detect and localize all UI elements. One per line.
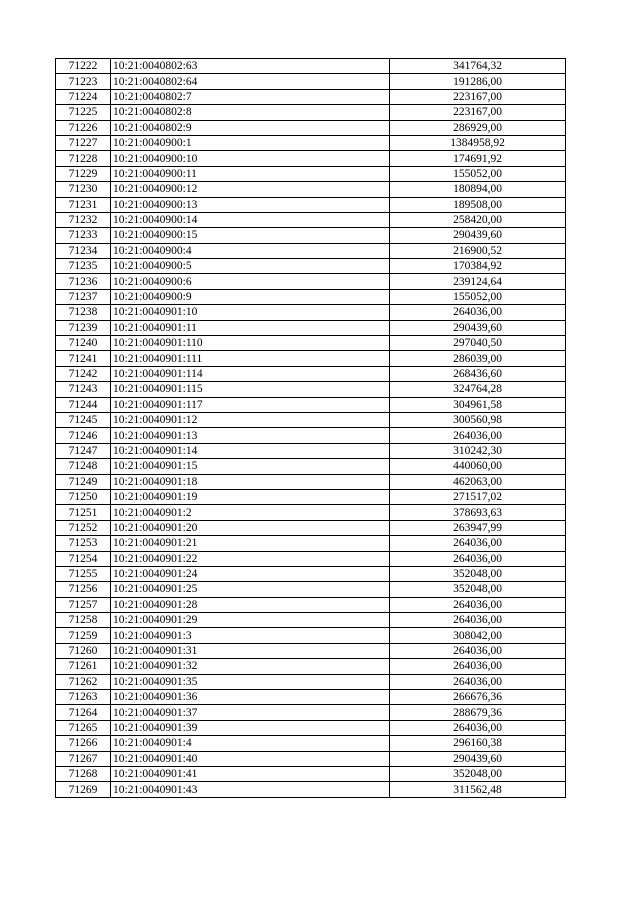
table-row — [56, 135, 566, 150]
table-row — [56, 336, 566, 351]
cadastral-value-cell: 223167,00 — [390, 89, 566, 104]
cadastral-value-cell: 268436,60 — [390, 366, 566, 381]
row-number-cell: 71225 — [56, 105, 111, 120]
cadastral-value-cell: 352048,00 — [390, 582, 566, 597]
cadastral-number-cell: 10:21:0040901:4 — [111, 736, 390, 751]
cadastral-value-cell: 308042,00 — [390, 628, 566, 643]
cadastral-number-cell: 10:21:0040901:21 — [111, 536, 390, 551]
row-number-cell: 71223 — [56, 74, 111, 89]
cadastral-value-cell: 290439,60 — [390, 320, 566, 335]
cadastral-number-cell: 10:21:0040900:12 — [111, 182, 390, 197]
cadastral-number-cell: 10:21:0040901:37 — [111, 705, 390, 720]
cadastral-number-cell: 10:21:0040901:114 — [111, 366, 390, 381]
cadastral-value-cell: 341764,32 — [390, 59, 566, 74]
row-number-cell: 71263 — [56, 690, 111, 705]
row-number-cell: 71241 — [56, 351, 111, 366]
cadastral-value-cell: 288679,36 — [390, 705, 566, 720]
table-row — [56, 505, 566, 520]
row-number-cell: 71242 — [56, 366, 111, 381]
row-number-cell: 71264 — [56, 705, 111, 720]
cadastral-value-cell: 223167,00 — [390, 105, 566, 120]
cadastral-value-cell: 264036,00 — [390, 613, 566, 628]
row-number-cell: 71237 — [56, 289, 111, 304]
cadastral-number-cell: 10:21:0040901:19 — [111, 489, 390, 504]
cadastral-value-cell: 170384,92 — [390, 259, 566, 274]
table-row — [56, 674, 566, 689]
table-row — [56, 412, 566, 427]
cadastral-value-cell: 304961,58 — [390, 397, 566, 412]
cadastral-value-cell: 290439,60 — [390, 228, 566, 243]
table-row — [56, 428, 566, 443]
row-number-cell: 71229 — [56, 166, 111, 181]
cadastral-value-cell: 155052,00 — [390, 289, 566, 304]
table-row — [56, 536, 566, 551]
cadastral-value-cell: 440060,00 — [390, 459, 566, 474]
row-number-cell: 71257 — [56, 597, 111, 612]
table-row — [56, 259, 566, 274]
table-row — [56, 782, 566, 797]
cadastral-value-cell: 239124,64 — [390, 274, 566, 289]
cadastral-value-cell: 189508,00 — [390, 197, 566, 212]
cadastral-number-cell: 10:21:0040900:1 — [111, 135, 390, 150]
row-number-cell: 71258 — [56, 613, 111, 628]
cadastral-number-cell: 10:21:0040802:9 — [111, 120, 390, 135]
cadastral-number-cell: 10:21:0040901:18 — [111, 474, 390, 489]
cadastral-number-cell: 10:21:0040900:6 — [111, 274, 390, 289]
row-number-cell: 71231 — [56, 197, 111, 212]
row-number-cell: 71243 — [56, 382, 111, 397]
cadastral-number-cell: 10:21:0040901:2 — [111, 505, 390, 520]
cadastral-number-cell: 10:21:0040802:8 — [111, 105, 390, 120]
row-number-cell: 71269 — [56, 782, 111, 797]
cadastral-value-cell: 264036,00 — [390, 659, 566, 674]
cadastral-number-cell: 10:21:0040900:11 — [111, 166, 390, 181]
table-row — [56, 690, 566, 705]
row-number-cell: 71255 — [56, 566, 111, 581]
cadastral-number-cell: 10:21:0040901:39 — [111, 720, 390, 735]
table-row — [56, 551, 566, 566]
row-number-cell: 71226 — [56, 120, 111, 135]
cadastral-number-cell: 10:21:0040901:111 — [111, 351, 390, 366]
cadastral-value-cell: 264036,00 — [390, 674, 566, 689]
row-number-cell: 71267 — [56, 751, 111, 766]
table-row — [56, 366, 566, 381]
table-row — [56, 289, 566, 304]
cadastral-number-cell: 10:21:0040901:25 — [111, 582, 390, 597]
table-row — [56, 274, 566, 289]
row-number-cell: 71244 — [56, 397, 111, 412]
row-number-cell: 71253 — [56, 536, 111, 551]
row-number-cell: 71247 — [56, 443, 111, 458]
table-row — [56, 566, 566, 581]
cadastral-number-cell: 10:21:0040901:110 — [111, 336, 390, 351]
cadastral-number-cell: 10:21:0040802:63 — [111, 59, 390, 74]
row-number-cell: 71266 — [56, 736, 111, 751]
cadastral-value-cell: 271517,02 — [390, 489, 566, 504]
table-row — [56, 582, 566, 597]
cadastral-value-cell: 191286,00 — [390, 74, 566, 89]
cadastral-number-cell: 10:21:0040901:115 — [111, 382, 390, 397]
cadastral-number-cell: 10:21:0040901:41 — [111, 766, 390, 781]
cadastral-number-cell: 10:21:0040901:3 — [111, 628, 390, 643]
table-row — [56, 197, 566, 212]
cadastral-number-cell: 10:21:0040901:10 — [111, 305, 390, 320]
cadastral-value-cell: 462063,00 — [390, 474, 566, 489]
cadastral-value-cell: 324764,28 — [390, 382, 566, 397]
cadastral-value-cell: 286929,00 — [390, 120, 566, 135]
table-row — [56, 166, 566, 181]
cadastral-number-cell: 10:21:0040900:9 — [111, 289, 390, 304]
table-row — [56, 74, 566, 89]
table-row — [56, 720, 566, 735]
cadastral-number-cell: 10:21:0040901:15 — [111, 459, 390, 474]
cadastral-value-cell: 296160,38 — [390, 736, 566, 751]
row-number-cell: 71268 — [56, 766, 111, 781]
cadastral-value-cell: 264036,00 — [390, 643, 566, 658]
cadastral-value-cell: 300560,98 — [390, 412, 566, 427]
table-row — [56, 59, 566, 74]
cadastral-number-cell: 10:21:0040901:117 — [111, 397, 390, 412]
cadastral-number-cell: 10:21:0040901:11 — [111, 320, 390, 335]
cadastral-value-cell: 297040,50 — [390, 336, 566, 351]
cadastral-value-cell: 311562,48 — [390, 782, 566, 797]
table-row — [56, 182, 566, 197]
table-row — [56, 751, 566, 766]
cadastral-number-cell: 10:21:0040901:40 — [111, 751, 390, 766]
table-row — [56, 597, 566, 612]
row-number-cell: 71254 — [56, 551, 111, 566]
table-row — [56, 105, 566, 120]
row-number-cell: 71265 — [56, 720, 111, 735]
row-number-cell: 71240 — [56, 336, 111, 351]
table-row — [56, 520, 566, 535]
cadastral-value-cell: 264036,00 — [390, 720, 566, 735]
cadastral-value-cell: 264036,00 — [390, 551, 566, 566]
row-number-cell: 71251 — [56, 505, 111, 520]
cadastral-value-cell: 264036,00 — [390, 597, 566, 612]
cadastral-number-cell: 10:21:0040901:32 — [111, 659, 390, 674]
cadastral-value-cell: 378693,63 — [390, 505, 566, 520]
cadastral-value-cell: 264036,00 — [390, 536, 566, 551]
cadastral-number-cell: 10:21:0040900:14 — [111, 212, 390, 227]
table-row — [56, 474, 566, 489]
cadastral-value-cell: 264036,00 — [390, 305, 566, 320]
row-number-cell: 71262 — [56, 674, 111, 689]
cadastral-number-cell: 10:21:0040901:24 — [111, 566, 390, 581]
cadastral-number-cell: 10:21:0040901:14 — [111, 443, 390, 458]
cadastral-value-cell: 352048,00 — [390, 566, 566, 581]
row-number-cell: 71246 — [56, 428, 111, 443]
row-number-cell: 71234 — [56, 243, 111, 258]
cadastral-value-cell: 290439,60 — [390, 751, 566, 766]
row-number-cell: 71239 — [56, 320, 111, 335]
cadastral-number-cell: 10:21:0040900:4 — [111, 243, 390, 258]
cadastral-value-cell: 264036,00 — [390, 428, 566, 443]
cadastral-value-cell: 216900,52 — [390, 243, 566, 258]
cadastral-value-cell: 286039,00 — [390, 351, 566, 366]
table-row — [56, 320, 566, 335]
row-number-cell: 71222 — [56, 59, 111, 74]
table-row — [56, 459, 566, 474]
row-number-cell: 71259 — [56, 628, 111, 643]
table-row — [56, 243, 566, 258]
table-row — [56, 120, 566, 135]
cadastral-value-cell: 352048,00 — [390, 766, 566, 781]
row-number-cell: 71260 — [56, 643, 111, 658]
row-number-cell: 71227 — [56, 135, 111, 150]
table-row — [56, 397, 566, 412]
cadastral-number-cell: 10:21:0040802:64 — [111, 74, 390, 89]
table-row — [56, 443, 566, 458]
cadastral-number-cell: 10:21:0040900:13 — [111, 197, 390, 212]
row-number-cell: 71238 — [56, 305, 111, 320]
cadastral-number-cell: 10:21:0040901:22 — [111, 551, 390, 566]
row-number-cell: 71228 — [56, 151, 111, 166]
table-row — [56, 228, 566, 243]
cadastral-value-cell: 1384958,92 — [390, 135, 566, 150]
table-row — [56, 705, 566, 720]
cadastral-number-cell: 10:21:0040901:36 — [111, 690, 390, 705]
table-body — [56, 59, 566, 798]
cadastral-value-cell: 258420,00 — [390, 212, 566, 227]
table-row — [56, 659, 566, 674]
row-number-cell: 71261 — [56, 659, 111, 674]
cadastral-number-cell: 10:21:0040901:28 — [111, 597, 390, 612]
cadastral-number-cell: 10:21:0040802:7 — [111, 89, 390, 104]
cadastral-number-cell: 10:21:0040901:20 — [111, 520, 390, 535]
table-row — [56, 151, 566, 166]
table-row — [56, 628, 566, 643]
row-number-cell: 71233 — [56, 228, 111, 243]
cadastral-number-cell: 10:21:0040901:12 — [111, 412, 390, 427]
table-row — [56, 382, 566, 397]
table-row — [56, 643, 566, 658]
table-row — [56, 489, 566, 504]
cadastral-number-cell: 10:21:0040901:43 — [111, 782, 390, 797]
table-row — [56, 351, 566, 366]
cadastral-value-cell: 155052,00 — [390, 166, 566, 181]
row-number-cell: 71245 — [56, 412, 111, 427]
cadastral-number-cell: 10:21:0040901:35 — [111, 674, 390, 689]
row-number-cell: 71248 — [56, 459, 111, 474]
cadastral-value-cell: 180894,00 — [390, 182, 566, 197]
table-row — [56, 736, 566, 751]
cadastral-number-cell: 10:21:0040901:13 — [111, 428, 390, 443]
row-number-cell: 71252 — [56, 520, 111, 535]
cadastral-value-cell: 310242,30 — [390, 443, 566, 458]
row-number-cell: 71224 — [56, 89, 111, 104]
row-number-cell: 71232 — [56, 212, 111, 227]
cadastral-value-cell: 174691,92 — [390, 151, 566, 166]
row-number-cell: 71250 — [56, 489, 111, 504]
row-number-cell: 71249 — [56, 474, 111, 489]
cadastral-number-cell: 10:21:0040901:29 — [111, 613, 390, 628]
row-number-cell: 71230 — [56, 182, 111, 197]
cadastral-number-cell: 10:21:0040901:31 — [111, 643, 390, 658]
table-row — [56, 305, 566, 320]
cadastral-number-cell: 10:21:0040900:10 — [111, 151, 390, 166]
row-number-cell: 71235 — [56, 259, 111, 274]
row-number-cell: 71236 — [56, 274, 111, 289]
cadastral-value-cell: 266676,36 — [390, 690, 566, 705]
cadastral-value-table — [55, 58, 566, 798]
table-row — [56, 766, 566, 781]
table-row — [56, 613, 566, 628]
cadastral-number-cell: 10:21:0040900:15 — [111, 228, 390, 243]
row-number-cell: 71256 — [56, 582, 111, 597]
table-row — [56, 89, 566, 104]
table-row — [56, 212, 566, 227]
cadastral-value-cell: 263947,99 — [390, 520, 566, 535]
cadastral-number-cell: 10:21:0040900:5 — [111, 259, 390, 274]
